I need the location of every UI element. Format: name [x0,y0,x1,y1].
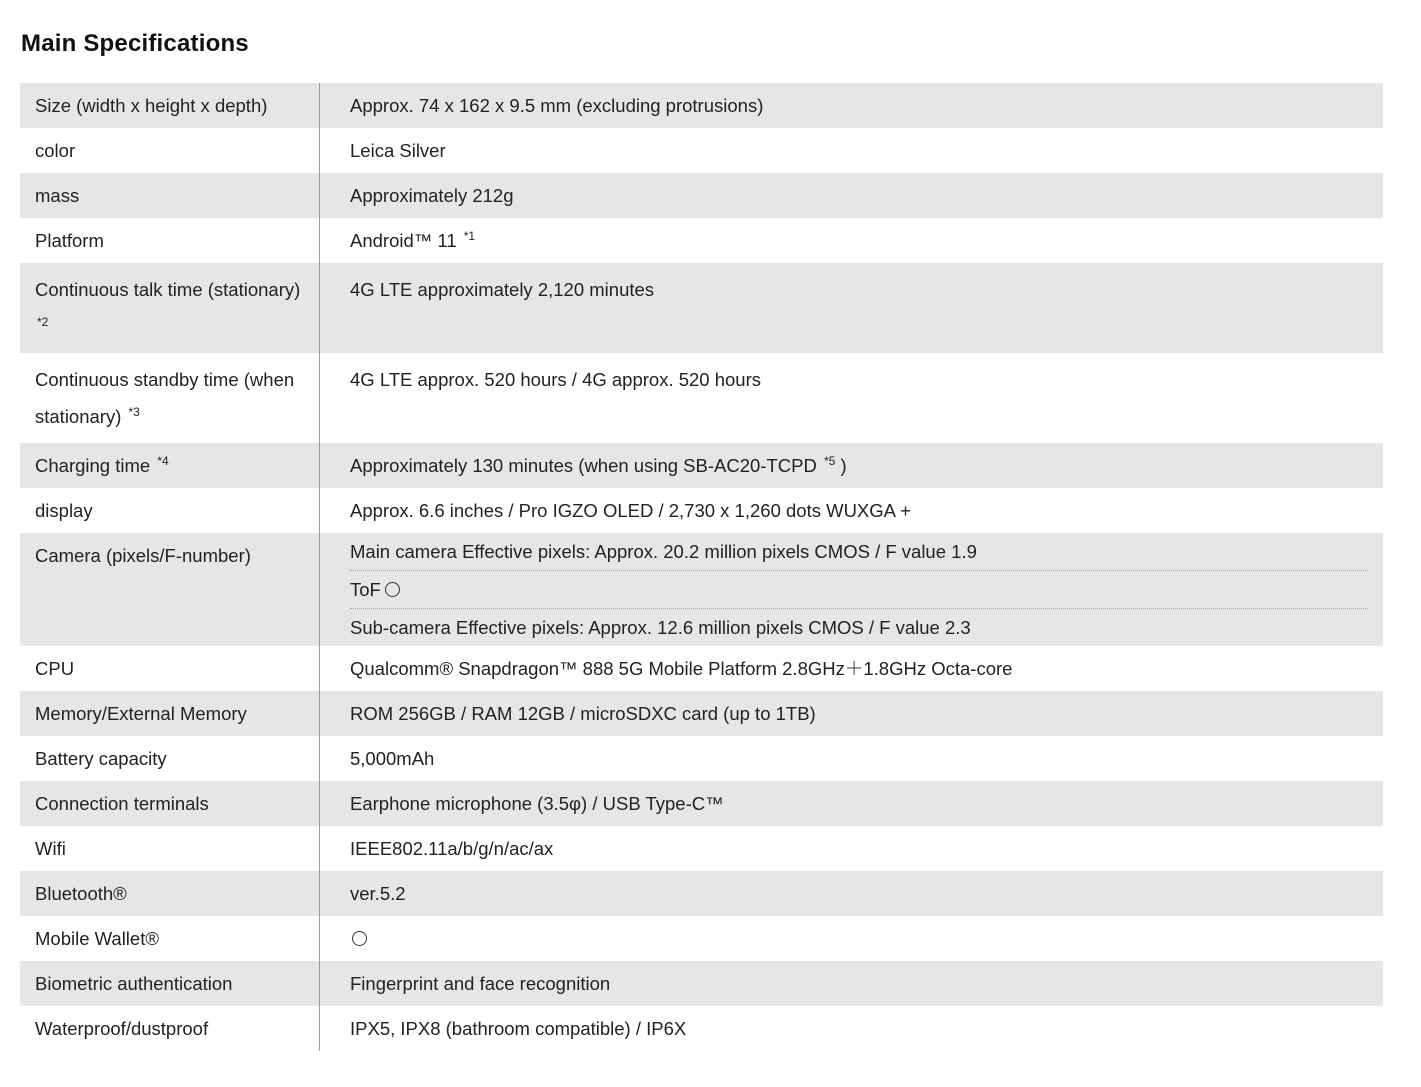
table-row [20,263,1383,353]
spec-value: ROM 256GB / RAM 12GB / microSDXC card (up to 1TB) [350,703,816,724]
spec-value: Approx. 6.6 inches / Pro IGZO OLED / 2,730 x 1,260 dots WUXGA + [350,500,911,521]
table-row [20,781,1383,826]
footnote-ref[interactable]: *5 [823,453,836,468]
spec-value: IEEE802.11a/b/g/n/ac/ax [350,838,554,859]
table-row [20,218,1383,263]
spec-label: Connection terminals [20,781,320,826]
spec-label-text: Continuous talk time (stationary) [35,279,301,300]
footnote-ref[interactable]: *1 [463,228,476,243]
spec-value: Leica Silver [350,140,446,161]
table-row [20,128,1383,173]
spec-value: 4G LTE approximately 2,120 minutes [350,279,655,300]
spec-value-list [320,533,1383,646]
spec-value: Qualcomm® Snapdragon™ 888 5G Mobile Platform 2.8GHz＋1.8GHz Octa-core [350,658,1013,679]
table-row [20,646,1383,691]
spec-value: Approx. 74 x 162 x 9.5 mm (excluding protrusions) [350,95,764,116]
spec-value: Earphone microphone (3.5φ) / USB Type-C™ [350,793,724,814]
spec-label-text: Charging time [35,455,151,476]
spec-value: Fingerprint and face recognition [350,973,611,994]
table-row [20,443,1383,488]
table-row [20,83,1383,128]
spec-label: display [20,488,320,533]
spec-value-tail: ) [840,455,847,476]
spec-value [320,443,1383,488]
table-row [20,173,1383,218]
spec-label: Battery capacity [20,736,320,781]
footnote-ref[interactable]: *2 [37,314,49,329]
spec-value: IPX5, IPX8 (bathroom compatible) / IP6X [350,1018,687,1039]
spec-label: Size (width x height x depth) [20,83,320,128]
spec-value-text: Approximately 130 minutes (when using SB-AC20-TCPD [350,455,817,476]
spec-value: 4G LTE approx. 520 hours / 4G approx. 520 hours [350,369,762,390]
spec-subvalue-text: ToF [350,579,381,600]
spec-subvalue: Sub-camera Effective pixels: Approx. 12.6 million pixels CMOS / F value 2.3 [350,608,1368,646]
spec-value [320,916,1383,961]
spec-label: Platform [20,218,320,263]
spec-label: Camera (pixels/F-number) [20,533,320,646]
table-row [20,871,1383,916]
spec-label: Waterproof/dustproof [20,1006,320,1051]
spec-label [20,443,320,488]
spec-label: color [20,128,320,173]
spec-value: ver.5.2 [350,883,406,904]
spec-label: Memory/External Memory [20,691,320,736]
footnote-ref[interactable]: *4 [157,453,169,468]
circle-mark-icon [385,582,400,597]
circle-mark-icon [352,931,367,946]
table-row [20,826,1383,871]
table-row [20,736,1383,781]
spec-label: Biometric authentication [20,961,320,1006]
spec-label: Mobile Wallet® [20,916,320,961]
table-row [20,916,1383,961]
spec-label: mass [20,173,320,218]
spec-label: CPU [20,646,320,691]
table-row [20,533,1383,646]
table-row [20,1006,1383,1051]
spec-value [320,218,1383,263]
spec-label-text: Continuous standby time (when stationary) [35,369,295,427]
spec-label: Wifi [20,826,320,871]
spec-label [20,263,320,353]
page-title: Main Specifications [21,30,249,57]
spec-table [20,83,1383,1051]
spec-value-text: Android™ 11 [350,230,457,251]
spec-value: 5,000mAh [350,748,435,769]
spec-subvalue: Main camera Effective pixels: Approx. 20.2 million pixels CMOS / F value 1.9 [350,541,977,562]
table-row [20,961,1383,1006]
spec-subvalue [350,570,1368,608]
footnote-ref[interactable]: *3 [128,404,140,419]
table-row [20,488,1383,533]
spec-label: Bluetooth® [20,871,320,916]
spec-value: Approximately 212g [350,185,514,206]
table-row [20,691,1383,736]
table-row [20,353,1383,443]
spec-label [20,353,320,443]
